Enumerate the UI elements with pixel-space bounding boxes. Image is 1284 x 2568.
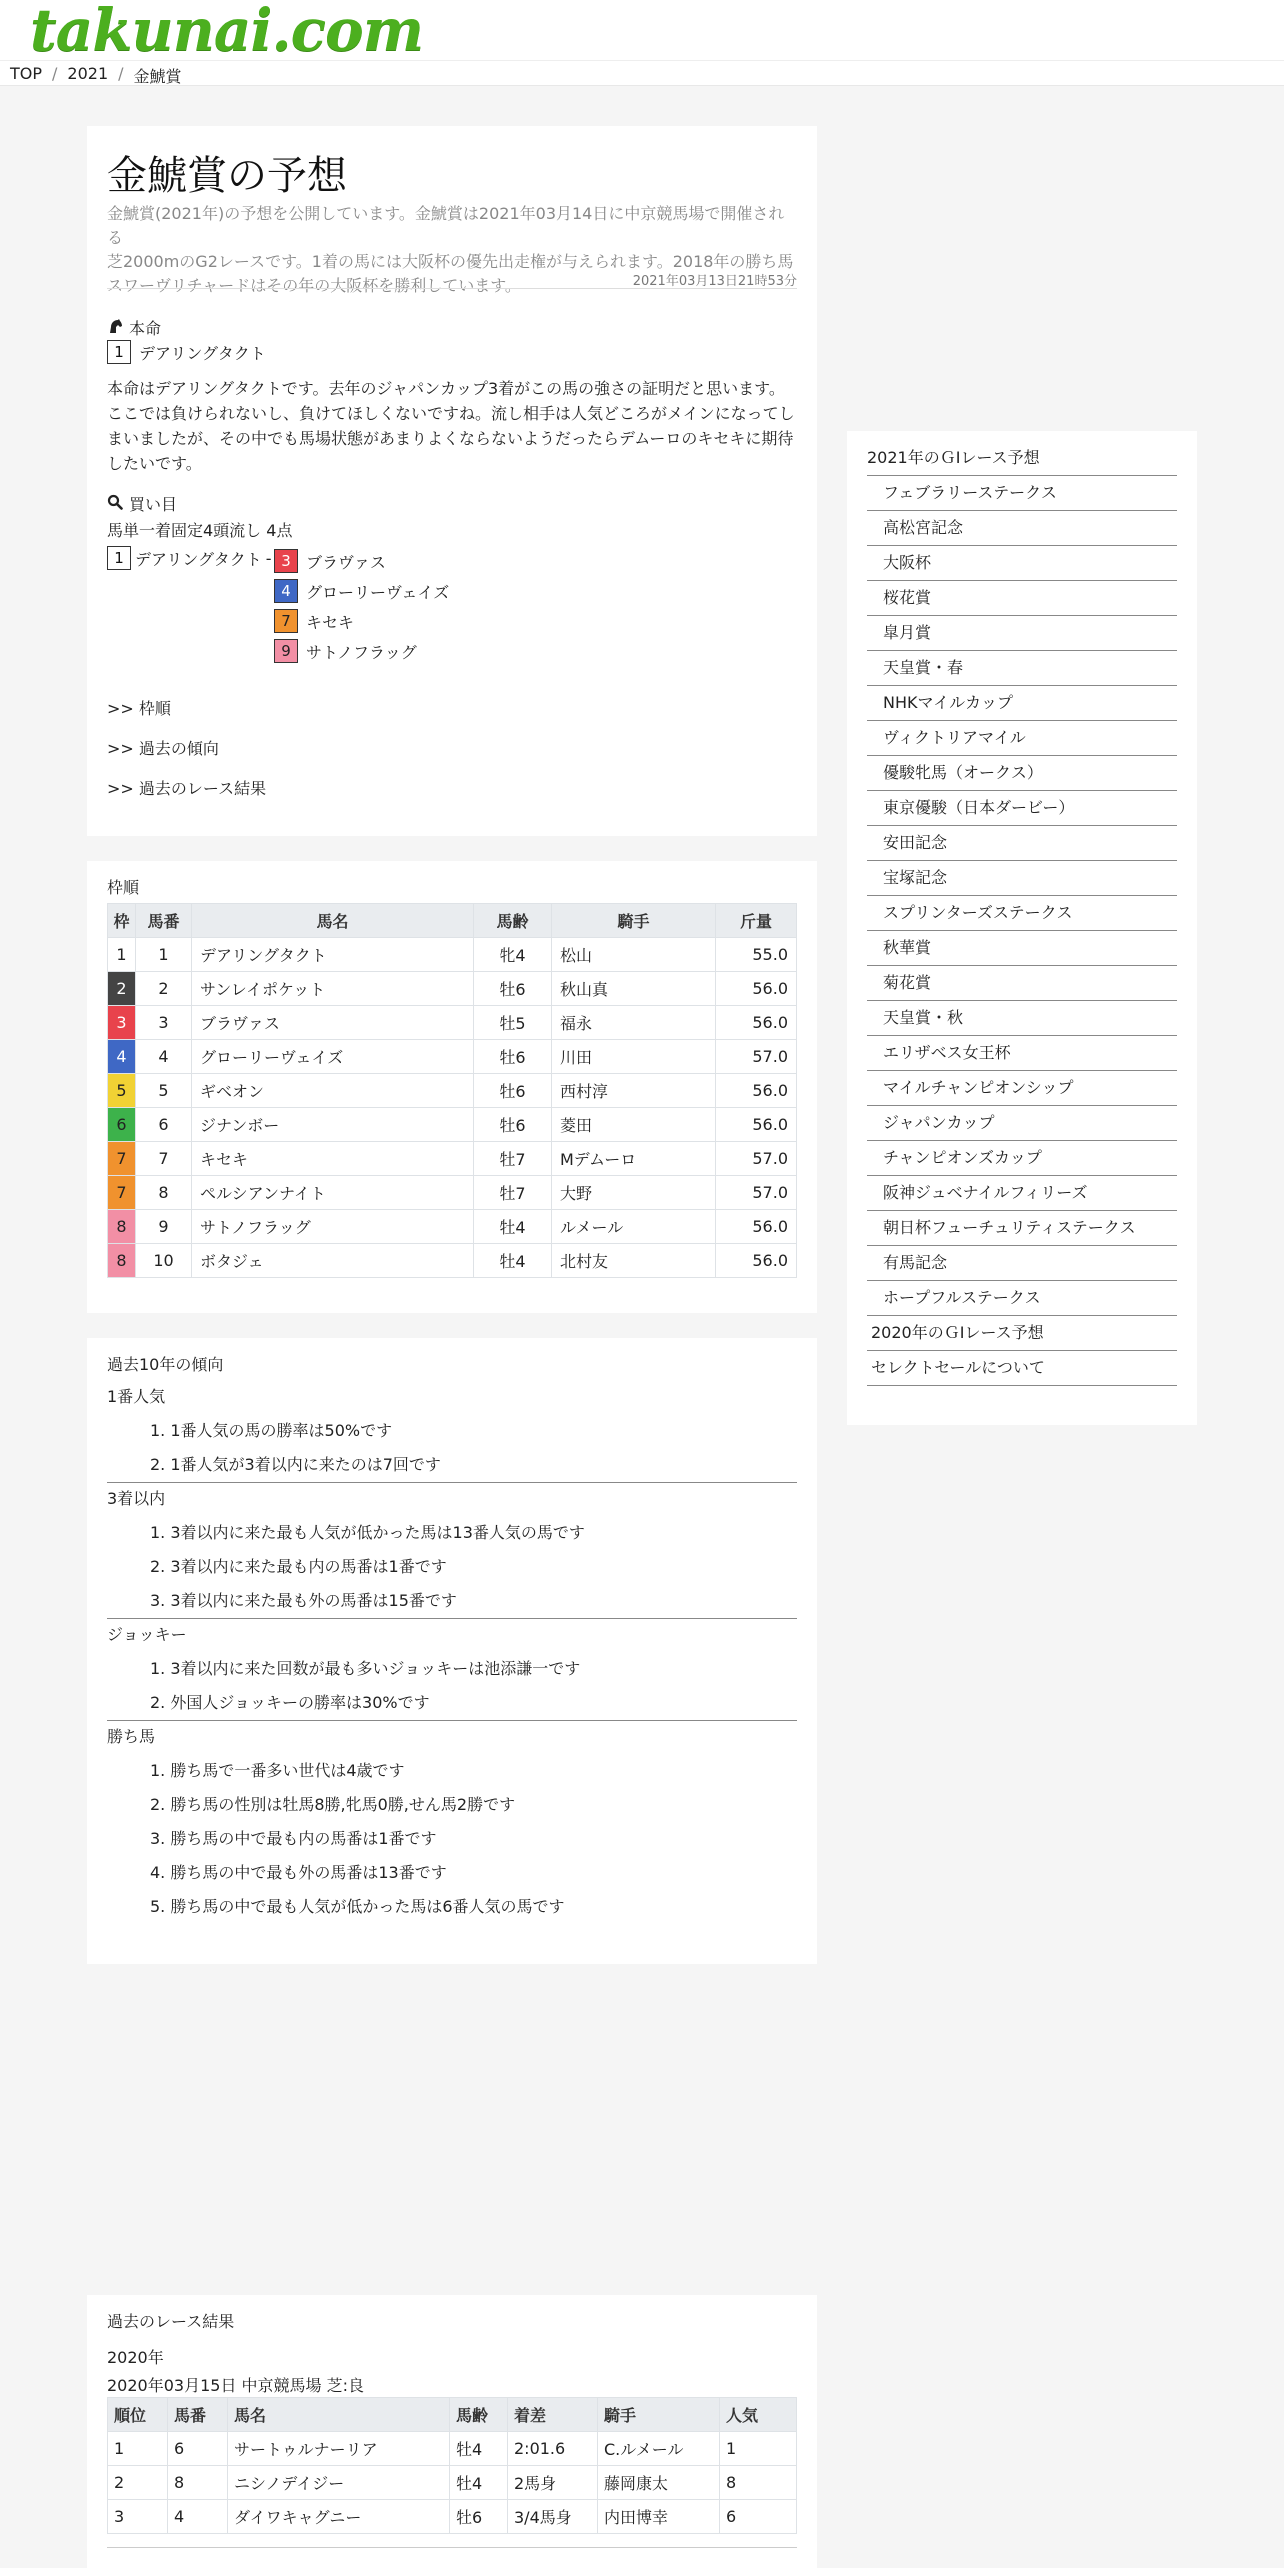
results-caption: 過去のレース結果 [107, 2312, 235, 2331]
trend-group-title: 1番人気 [107, 1387, 166, 1406]
margin-cell: 3/4馬身 [508, 2500, 598, 2534]
sidebar-item[interactable]: 安田記念 [867, 826, 1177, 861]
weight-cell: 56.0 [716, 972, 797, 1006]
horse-number-cell: 7 [136, 1142, 192, 1176]
frame-cell: 3 [108, 1006, 136, 1040]
horse-name-cell: ニシノデイジー [228, 2466, 450, 2500]
sidebar-item[interactable]: 桜花賞 [867, 581, 1177, 616]
analysis-line: まいましたが、その中でも馬場状態があまりよくならないようだったらデムーロのキセキに期待 [107, 429, 794, 448]
column-header: 馬番 [168, 2398, 228, 2432]
link-post-positions[interactable]: >> 枠順 [107, 699, 171, 718]
trend-group [107, 1482, 797, 1619]
horse-number-cell: 6 [136, 1108, 192, 1142]
jockey-cell: 菱田 [552, 1108, 716, 1142]
list-item: 4. 勝ち馬の中で最も外の馬番は13番です [150, 1863, 447, 1882]
list-item: 5. 勝ち馬の中で最も人気が低かった馬は6番人気の馬です [150, 1897, 565, 1916]
bet-partner-name: キセキ [306, 612, 355, 632]
table-row [108, 1006, 797, 1040]
frame-cell: 8 [108, 1210, 136, 1244]
frame-cell: 4 [108, 1040, 136, 1074]
trend-list [107, 1516, 797, 1618]
sidebar-item[interactable]: 高松宮記念 [867, 511, 1177, 546]
jockey-cell: Mデムーロ [552, 1142, 716, 1176]
race-info: 2020年03月15日 中京競馬場 芝:良 [107, 2376, 365, 2395]
table-row [108, 1142, 797, 1176]
margin-cell: 2:01.6 [508, 2432, 598, 2466]
sidebar-item[interactable]: 皐月賞 [867, 616, 1177, 651]
results-card [87, 2295, 817, 2568]
g1-race-list [867, 441, 1177, 1386]
frame-cell: 7 [108, 1142, 136, 1176]
sidebar-item[interactable]: 天皇賞・秋 [867, 1001, 1177, 1036]
sidebar-item[interactable]: 阪神ジュベナイルフィリーズ [867, 1176, 1177, 1211]
frame-cell: 6 [108, 1108, 136, 1142]
weight-cell: 56.0 [716, 1244, 797, 1278]
sidebar-link-select-sale[interactable]: セレクトセールについて [867, 1351, 1177, 1386]
bet-description: 馬単一着固定4頭流し 4点 [107, 521, 293, 540]
horse-age-cell: 牝4 [474, 938, 552, 972]
analysis-line: ここでは負けられないし、負けてほしくないですね。流し相手は人気どころがメインになってし [107, 404, 795, 423]
table-row [108, 1074, 797, 1108]
horse-age-cell: 牡6 [474, 972, 552, 1006]
bet-partner-row [274, 546, 449, 576]
link-past-trends[interactable]: >> 過去の傾向 [107, 739, 219, 758]
horse-age-cell: 牡6 [474, 1108, 552, 1142]
summary-line: スワーヴリチャードはその年の大阪杯を勝利しています。 [107, 276, 521, 295]
horse-name-cell: ダイワキャグニー [228, 2500, 450, 2534]
weight-cell: 55.0 [716, 938, 797, 972]
list-item: 1. 3着以内に来た最も人気が低かった馬は13番人気の馬です [150, 1523, 585, 1542]
trend-list [107, 1652, 797, 1720]
horse-name-cell: ブラヴァス [192, 1006, 474, 1040]
trend-list [107, 1414, 797, 1482]
horse-number-badge: 3 [274, 549, 298, 573]
frame-cell: 5 [108, 1074, 136, 1108]
sidebar-link-2020[interactable]: 2020年のＧⅠレース予想 [867, 1316, 1177, 1351]
horse-age-cell: 牡4 [474, 1210, 552, 1244]
popularity-cell: 1 [720, 2432, 797, 2466]
horse-number-cell: 6 [168, 2432, 228, 2466]
link-past-results[interactable]: >> 過去のレース結果 [107, 779, 267, 798]
sidebar-item[interactable]: 宝塚記念 [867, 861, 1177, 896]
table-row [108, 1040, 797, 1074]
list-item: 2. 外国人ジョッキーの勝率は30%です [150, 1693, 430, 1712]
sidebar-item[interactable]: ジャパンカップ [867, 1106, 1177, 1141]
bet-partner-list [274, 546, 449, 666]
table-header-row [108, 904, 797, 938]
search-icon [107, 494, 123, 514]
trends-caption: 過去10年の傾向 [107, 1355, 224, 1374]
rank-cell: 3 [108, 2500, 168, 2534]
divider [107, 288, 797, 289]
analysis-line: 本命はデアリングタクトです。去年のジャパンカップ3着がこの馬の強さの証明だと思います。 [107, 379, 785, 398]
sidebar-item[interactable]: 朝日杯フューチュリティステークス [867, 1211, 1177, 1246]
horse-name-cell: ペルシアンナイト [192, 1176, 474, 1210]
weight-cell: 57.0 [716, 1040, 797, 1074]
sidebar-item[interactable]: NHKマイルカップ [867, 686, 1177, 721]
column-header: 着差 [508, 2398, 598, 2432]
buy-heading [107, 492, 177, 515]
honmei-horse [107, 340, 266, 364]
frame-cell: 2 [108, 972, 136, 1006]
rank-cell: 2 [108, 2466, 168, 2500]
jockey-cell: 北村友 [552, 1244, 716, 1278]
sidebar-item[interactable]: 秋華賞 [867, 931, 1177, 966]
column-header: 馬名 [192, 904, 474, 938]
horse-number-badge: 1 [107, 340, 131, 364]
popularity-cell: 8 [720, 2466, 797, 2500]
honmei-horse-name: デアリングタクト [139, 343, 266, 363]
column-header: 騎手 [598, 2398, 720, 2432]
list-item: 1. 1番人気の馬の勝率は50%です [150, 1421, 393, 1440]
horse-number-cell: 4 [168, 2500, 228, 2534]
column-header: 枠 [108, 904, 136, 938]
column-header: 馬名 [228, 2398, 450, 2432]
sidebar-item[interactable]: 大阪杯 [867, 546, 1177, 581]
list-item: 2. 1番人気が3着以内に来たのは7回です [150, 1455, 441, 1474]
site-header [0, 0, 1284, 86]
table-row [108, 938, 797, 972]
frame-cell: 8 [108, 1244, 136, 1278]
table-row [108, 1176, 797, 1210]
sidebar-item[interactable]: マイルチャンピオンシップ [867, 1071, 1177, 1106]
trend-group-title: 勝ち馬 [107, 1727, 156, 1746]
horse-name-cell: ボタジェ [192, 1244, 474, 1278]
honmei-label: 本命 [129, 319, 162, 338]
jockey-cell: 松山 [552, 938, 716, 972]
table-row [108, 2466, 797, 2500]
list-item: 3. 勝ち馬の中で最も内の馬番は1番です [150, 1829, 437, 1848]
sidebar-item[interactable]: フェブラリーステークス [867, 476, 1177, 511]
bet-partner-row [274, 606, 449, 636]
sidebar-item[interactable]: エリザベス女王杯 [867, 1036, 1177, 1071]
horse-number-badge: 9 [274, 639, 298, 663]
jockey-cell: 藤岡康太 [598, 2466, 720, 2500]
list-item: 2. 3着以内に来た最も内の馬番は1番です [150, 1557, 447, 1576]
column-header: 馬齢 [474, 904, 552, 938]
weight-cell: 57.0 [716, 1176, 797, 1210]
bet-axis-name: デアリングタクト [135, 549, 262, 569]
horse-number-cell: 5 [136, 1074, 192, 1108]
column-header: 騎手 [552, 904, 716, 938]
horse-number-cell: 8 [136, 1176, 192, 1210]
weight-cell: 57.0 [716, 1142, 797, 1176]
horse-age-cell: 牡6 [474, 1040, 552, 1074]
buy-label: 買い目 [129, 495, 178, 514]
summary-line: 金鯱賞(2021年)の予想を公開しています。金鯱賞は2021年03月14日に中京競馬場で開催される [107, 204, 785, 247]
jockey-cell: 川田 [552, 1040, 716, 1074]
horse-icon [107, 318, 123, 338]
weight-cell: 56.0 [716, 1210, 797, 1244]
jockey-cell: 秋山真 [552, 972, 716, 1006]
horse-number-cell: 1 [136, 938, 192, 972]
horse-number-cell: 2 [136, 972, 192, 1006]
column-header: 斤量 [716, 904, 797, 938]
horse-age-cell: 牡4 [474, 1244, 552, 1278]
summary-line: 芝2000mのG2レースです。1着の馬には大阪杯の優先出走権が与えられます。2018年の勝ち馬 [107, 252, 794, 271]
prediction-analysis [107, 376, 797, 476]
horse-age-cell: 牡5 [474, 1006, 552, 1040]
jockey-cell: 内田博幸 [598, 2500, 720, 2534]
page-title: 金鯱賞の予想 [107, 153, 347, 199]
column-header: 馬齢 [450, 2398, 508, 2432]
divider [107, 2547, 797, 2548]
horse-name-cell: ジナンボー [192, 1108, 474, 1142]
frame-cell: 1 [108, 938, 136, 972]
entries-card [87, 861, 817, 1313]
breadcrumb [10, 64, 182, 87]
site-logo[interactable]: takunai.com [30, 0, 424, 64]
trend-group [107, 1380, 797, 1483]
table-row [108, 1244, 797, 1278]
analysis-line: したいです。 [107, 454, 202, 473]
list-item: 1. 3着以内に来た回数が最も多いジョッキーは池添謙一です [150, 1659, 581, 1678]
horse-name-cell: サートゥルナーリア [228, 2432, 450, 2466]
horse-number-cell: 3 [136, 1006, 192, 1040]
jockey-cell: C.ルメール [598, 2432, 720, 2466]
trend-list [107, 1754, 797, 1924]
horse-number-cell: 4 [136, 1040, 192, 1074]
bet-partner-name: サトノフラッグ [306, 642, 417, 662]
horse-number-cell: 8 [168, 2466, 228, 2500]
prediction-card [87, 126, 817, 836]
table-row [108, 1108, 797, 1142]
column-header: 人気 [720, 2398, 797, 2432]
horse-age-cell: 牡4 [450, 2432, 508, 2466]
trend-group [107, 1720, 797, 1924]
bet-dash: - [265, 548, 272, 568]
bet-partner-row [274, 576, 449, 606]
margin-cell: 2馬身 [508, 2466, 598, 2500]
breadcrumb-year[interactable]: 2021 [67, 64, 109, 83]
sidebar-item[interactable]: 菊花賞 [867, 966, 1177, 1001]
breadcrumb-separator: / [118, 64, 124, 83]
horse-name-cell: ギベオン [192, 1074, 474, 1108]
jockey-cell: 大野 [552, 1176, 716, 1210]
breadcrumb-top[interactable]: TOP [10, 64, 43, 83]
breadcrumb-current: 金鯱賞 [133, 67, 182, 86]
horse-name-cell: サンレイポケット [192, 972, 474, 1006]
sidebar [847, 431, 1197, 1425]
sidebar-item[interactable]: ヴィクトリアマイル [867, 721, 1177, 756]
bet-partner-name: ブラヴァス [306, 552, 386, 572]
horse-number-cell: 9 [136, 1210, 192, 1244]
results-year: 2020年 [107, 2348, 164, 2367]
bet-partner-row [274, 636, 449, 666]
sidebar-item[interactable]: ホープフルステークス [867, 1281, 1177, 1316]
table-row [108, 2432, 797, 2466]
jockey-cell: 福永 [552, 1006, 716, 1040]
horse-name-cell: キセキ [192, 1142, 474, 1176]
sidebar-item[interactable]: スプリンターズステークス [867, 896, 1177, 931]
entries-caption: 枠順 [107, 878, 140, 897]
horse-name-cell: サトノフラッグ [192, 1210, 474, 1244]
jockey-cell: 西村淳 [552, 1074, 716, 1108]
trend-group [107, 1618, 797, 1721]
bet-partner-name: グローリーヴェイズ [306, 582, 450, 602]
bet-axis-horse [107, 546, 272, 570]
weight-cell: 56.0 [716, 1006, 797, 1040]
sidebar-item[interactable]: 優駿牝馬（オークス） [867, 756, 1177, 791]
horse-age-cell: 牡7 [474, 1142, 552, 1176]
sidebar-item[interactable]: 東京優駿（日本ダービー） [867, 791, 1177, 826]
header-divider [0, 60, 1284, 61]
sidebar-heading-2021[interactable]: 2021年のＧⅠレース予想 [867, 441, 1177, 476]
honmei-heading [107, 316, 161, 339]
column-header: 馬番 [136, 904, 192, 938]
sidebar-item[interactable]: 天皇賞・春 [867, 651, 1177, 686]
sidebar-item[interactable]: 有馬記念 [867, 1246, 1177, 1281]
horse-name-cell: グローリーヴェイズ [192, 1040, 474, 1074]
column-header: 順位 [108, 2398, 168, 2432]
horse-age-cell: 牡4 [450, 2466, 508, 2500]
list-item: 2. 勝ち馬の性別は牡馬8勝,牝馬0勝,せん馬2勝です [150, 1795, 516, 1814]
results-table [107, 2397, 797, 2534]
jockey-cell: ルメール [552, 1210, 716, 1244]
list-item: 1. 勝ち馬で一番多い世代は4歳です [150, 1761, 405, 1780]
horse-age-cell: 牡6 [474, 1074, 552, 1108]
table-row [108, 2500, 797, 2534]
horse-name-cell: デアリングタクト [192, 938, 474, 972]
horse-number-badge: 7 [274, 609, 298, 633]
table-row [108, 1210, 797, 1244]
list-item: 3. 3着以内に来た最も外の馬番は15番です [150, 1591, 457, 1610]
trend-group-title: ジョッキー [107, 1625, 187, 1644]
trend-group-title: 3着以内 [107, 1489, 166, 1508]
horse-number-badge: 1 [107, 546, 131, 570]
trends-card [87, 1338, 817, 1964]
horse-age-cell: 牡6 [450, 2500, 508, 2534]
popularity-cell: 6 [720, 2500, 797, 2534]
weight-cell: 56.0 [716, 1108, 797, 1142]
sidebar-item[interactable]: チャンピオンズカップ [867, 1141, 1177, 1176]
breadcrumb-separator: / [52, 64, 58, 83]
horse-age-cell: 牡7 [474, 1176, 552, 1210]
entries-table [107, 903, 797, 1278]
frame-cell: 7 [108, 1176, 136, 1210]
weight-cell: 56.0 [716, 1074, 797, 1108]
rank-cell: 1 [108, 2432, 168, 2466]
table-header-row [108, 2398, 797, 2432]
published-timestamp: 2021年03月13日21時53分 [632, 274, 797, 289]
table-row [108, 972, 797, 1006]
horse-number-badge: 4 [274, 579, 298, 603]
horse-number-cell: 10 [136, 1244, 192, 1278]
